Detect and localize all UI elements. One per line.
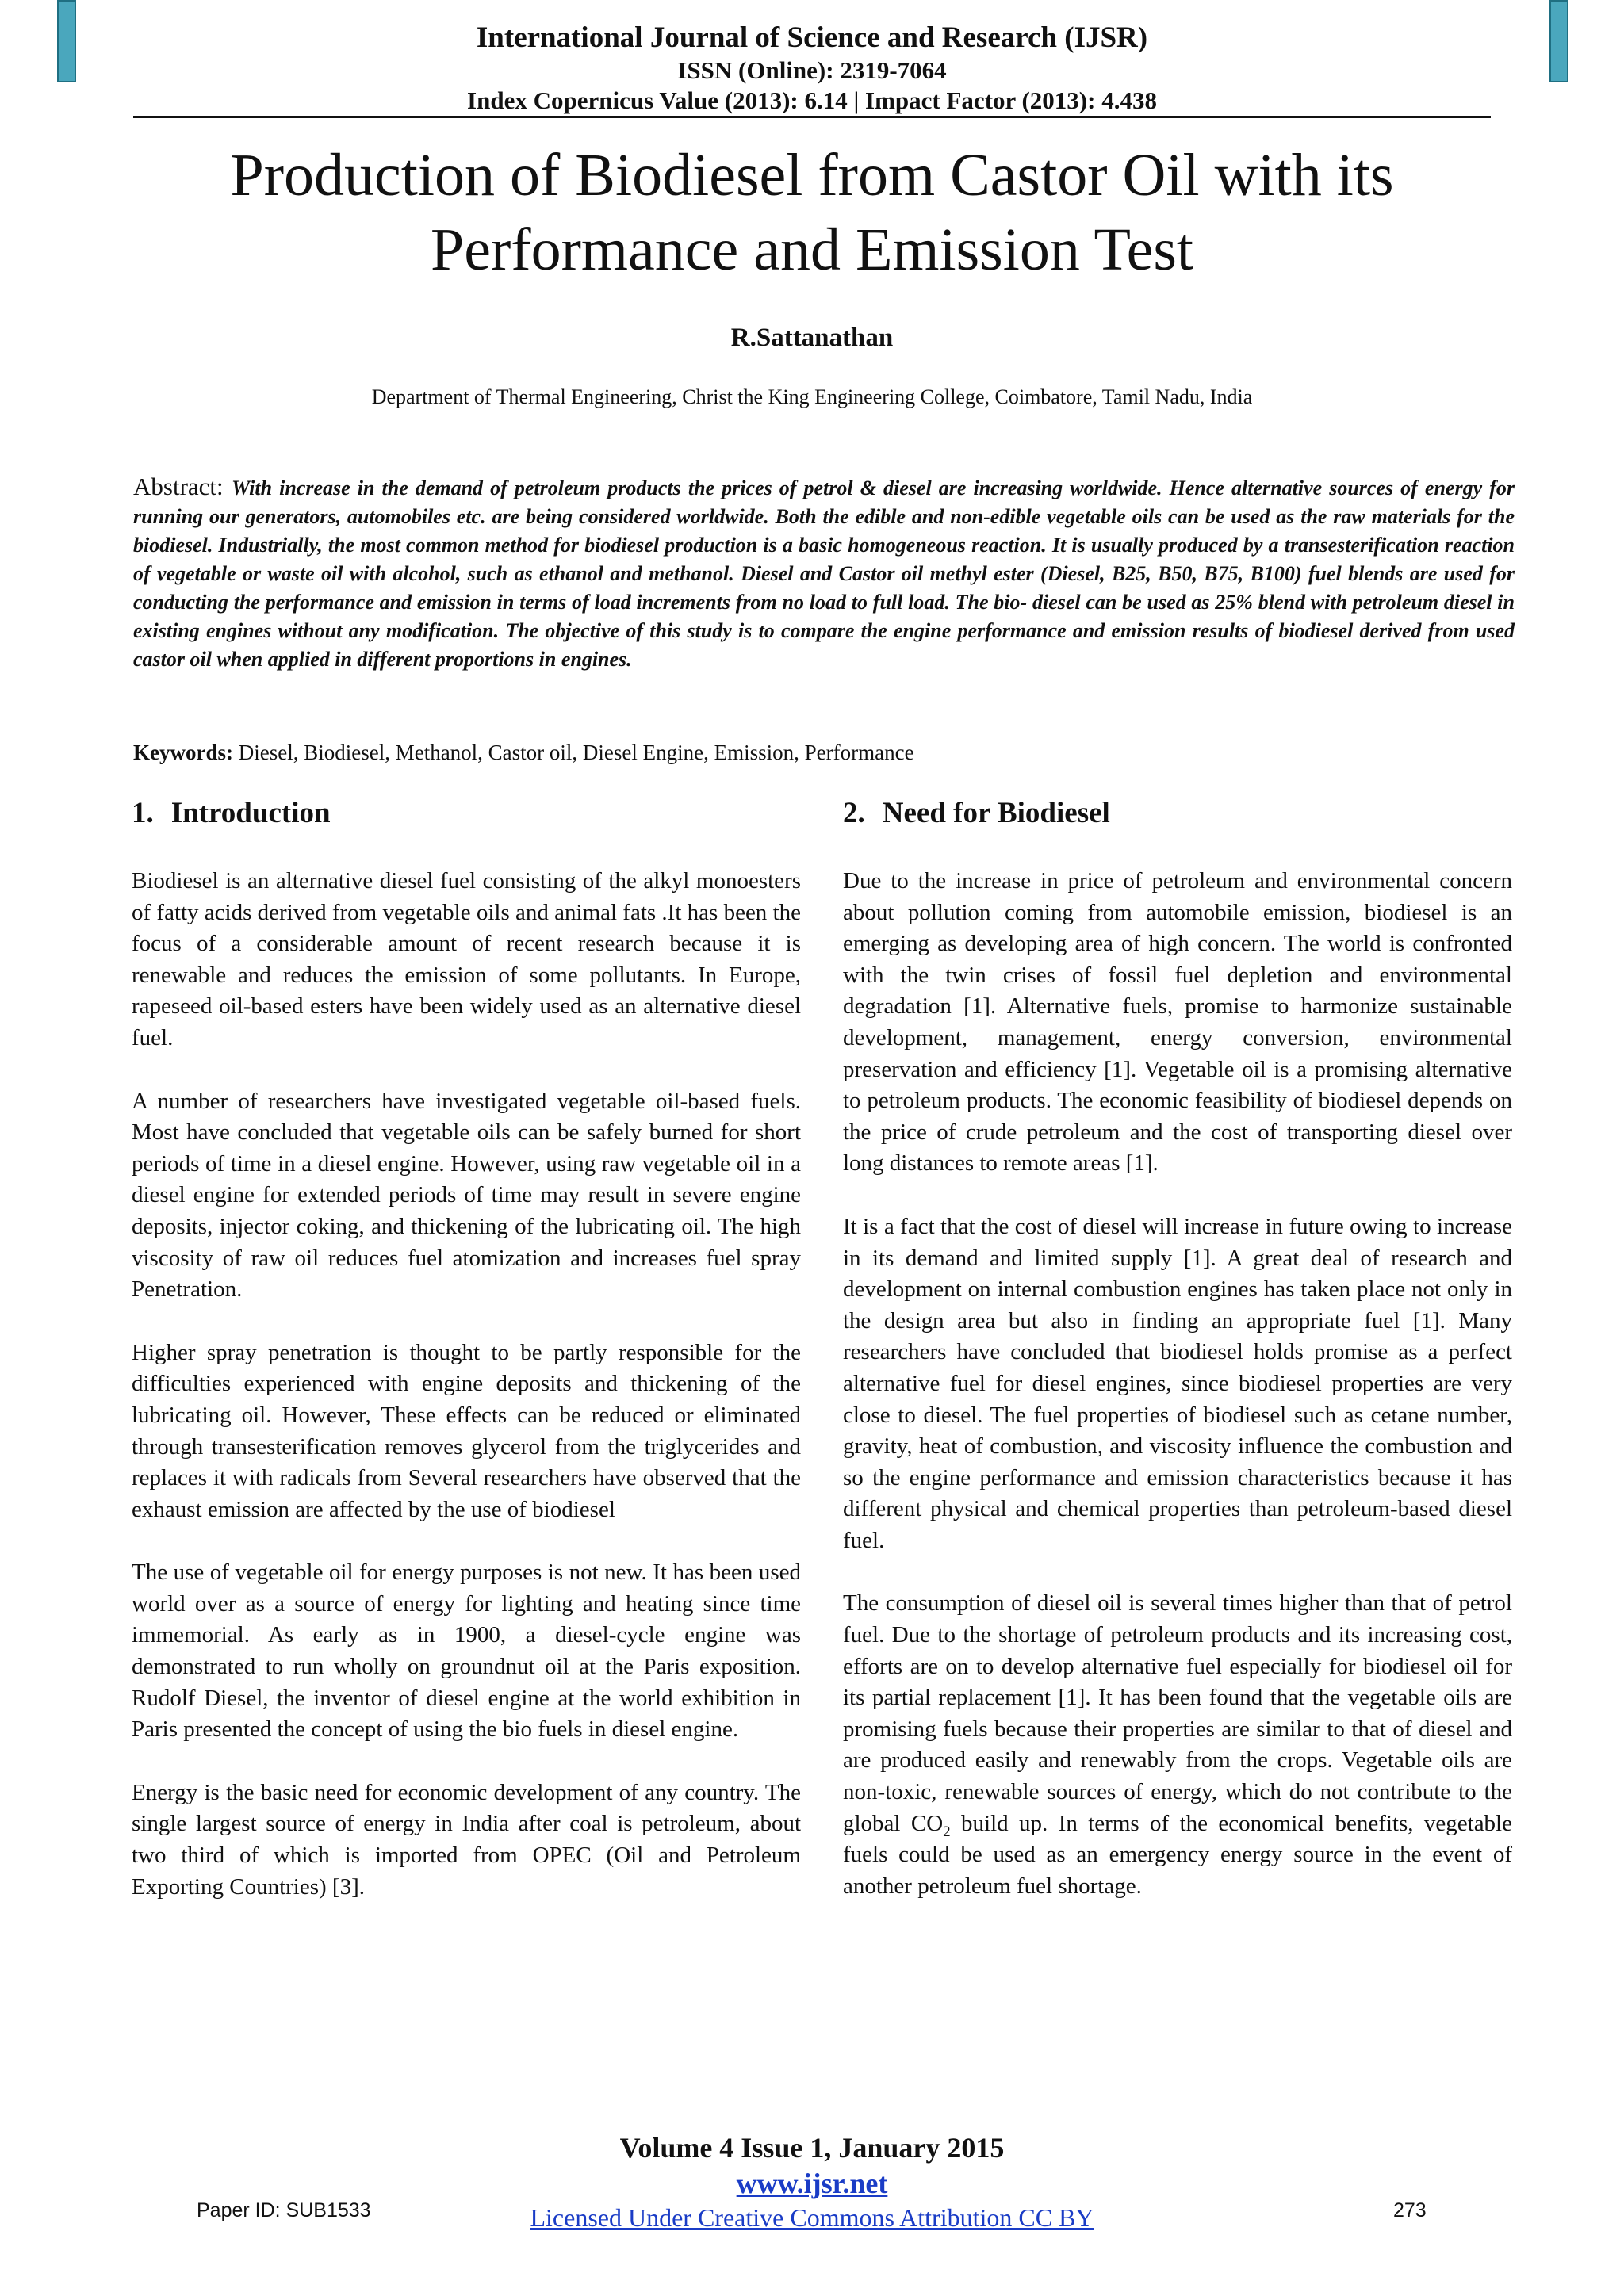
abstract: Abstract: With increase in the demand of petroleum products the prices of petrol & diesel are increasing worldwide. Hence alternative sources of energy for running our generators, automobiles etc. are being considered worldwide. Both the edible and non-edible vegetable oils can be used as the raw materials for the biodiesel. Industrially, the most common method for biodiesel production is a basic homogeneous reaction. It is usually produced by a transesterification reaction of vegetable or waste oil with alcohol, such as ethanol and methanol. Diesel and Castor oil methyl ester (Diesel, B25, B50, B75, B100) fuel blends are used for conducting the performance and emission in terms of load increments from no load to full load. The bio- diesel can be used as 25% blend with petroleum diesel in existing engines without any modification. The objective of this study is to compare the engine performance and emission results of biodiesel derived from used castor oil when applied in different proportions in engines.	[133, 473, 1515, 671]
journal-header	[0, 21, 1624, 116]
paper-author: R.Sattanathan	[730, 323, 894, 352]
abstract-text: With increase in the demand of petroleum products the prices of petrol & diesel are increasing worldwide. Hence alternative sources of energy for running our generators, automobiles etc. are being considered worldwide. Both the edible and non-edible vegetable oils can be used as the raw materials for the biodiesel. Industrially, the most common method for biodiesel production is a basic homogeneous reaction. It is usually produced by a transesterification reaction of vegetable or waste oil with alcohol, such as ethanol and methanol. Diesel and Castor oil methyl ester (Diesel, B25, B50, B75, B100) fuel blends are used for conducting the performance and emission in terms of load increments from no load to full load. The bio- diesel can be used as 25% blend with petroleum diesel in existing engines without any modification. The objective of this study is to compare the engine performance and emission results of biodiesel derived from used castor oil when applied in different proportions in engines.	[133, 476, 1515, 671]
need-paragraph-3-text-b: build up. In terms of the economical benefits, vegetable fuels could be used as an emergency energy source in the event of another petroleum fuel shortage.	[843, 1810, 1512, 1899]
author-affiliation: Department of Thermal Engineering, Christ the King Engineering College, Coimbatore, Tamil Nadu, India	[371, 385, 1253, 408]
journal-website-link[interactable]: www.ijsr.net	[736, 2168, 888, 2199]
keywords-label: Keywords:	[133, 740, 233, 764]
left-column	[132, 793, 801, 1934]
section-title: Introduction	[170, 797, 331, 829]
page-number: 273	[1393, 2199, 1427, 2221]
section-heading-introduction	[132, 793, 801, 834]
section-number: 2.	[843, 797, 865, 829]
intro-paragraph-1: Biodiesel is an alternative diesel fuel consisting of the alkyl monoesters of fatty acids derived from vegetable oils and animal fats .It has been the focus of a considerable amount of recent research because it is renewable and reduces the emission of some pollutants. In Europe, rapeseed oil-based esters have been widely used as an alternative diesel fuel.	[132, 868, 801, 1050]
license-link[interactable]: Licensed Under Creative Commons Attribution CC BY	[530, 2203, 1094, 2232]
need-paragraph-1: Due to the increase in price of petroleum and environmental concern about pollution coming from automobile emission, biodiesel is an emerging as developing area of high concern. The world is confronted with the twin crises of fossil fuel depletion and environmental degradation [1]. Alternative fuels, promise to harmonize sustainable development, management, energy conversion, environmental preservation and efficiency [1]. Vegetable oil is a promising alternative to petroleum products. The economic feasibility of biodiesel depends on the price of crude petroleum and the cost of transporting diesel over long distances to remote areas [1].	[843, 868, 1512, 1177]
need-paragraph-3-text-a: The consumption of diesel oil is several times higher than that of petrol fuel. Due to the shortage of petroleum products and its increasing cost, efforts are on to develop alternative fuel especially for biodiesel oil for its partial replacement [1]. It has been found that the vegetable oils are promising fuels because their properties are similar to that of diesel and are produced easily and renewably from the crops. Vegetable oils are non-toxic, renewable sources of energy, which do not contribute to the global CO	[843, 1590, 1512, 1836]
section-number: 1.	[132, 797, 154, 829]
abstract-label: Abstract	[133, 473, 217, 500]
keywords-text: Diesel, Biodiesel, Methanol, Castor oil, Diesel Engine, Emission, Performance	[238, 740, 914, 764]
paper-title-line-1: Production of Biodiesel from Castor Oil with its	[230, 142, 1394, 209]
paper-title	[95, 138, 1529, 287]
keywords	[133, 740, 1515, 765]
need-paragraph-2: It is a fact that the cost of diesel will increase in future owing to increase in its demand and limited supply [1]. A great deal of research and development on internal combustion engines has taken place not only in the design area but also in finding an appropriate fuel [1]. Many researchers have concluded that biodiesel holds promise as a perfect alternative fuel for diesel engines, since biodiesel properties are very close to diesel. The fuel properties of biodiesel such as cetane number, gravity, heat of combustion, and viscosity influence the combustion and so the engine performance and emission characteristics because it has different physical and chemical properties than petroleum-based diesel fuel.	[843, 1213, 1512, 1553]
section-title: Need for Biodiesel	[882, 797, 1110, 829]
volume-issue: Volume 4 Issue 1, January 2015	[619, 2132, 1005, 2164]
header-divider	[133, 116, 1491, 118]
co2-subscript: 2	[943, 1823, 951, 1840]
intro-paragraph-3: Higher spray penetration is thought to be partly responsible for the difficulties experienced with engine deposits and thickening of the lubricating oil. However, These effects can be reduced or eliminated through transesterification removes glycerol from the triglycerides and replaces it with radicals from Several researchers have observed that the exhaust emission are affected by the use of biodiesel	[132, 1339, 801, 1522]
paper-id: Paper ID: SUB1533	[197, 2199, 371, 2221]
paper-title-line-2: Performance and Emission Test	[430, 216, 1194, 283]
journal-issn: ISSN (Online): 2319-7064	[677, 56, 947, 84]
journal-index: Index Copernicus Value (2013): 6.14 | Impact Factor (2013): 4.438	[467, 86, 1157, 114]
need-paragraph-3	[843, 1588, 1512, 1902]
intro-paragraph-5: Energy is the basic need for economic development of any country. The single largest source of energy in India after coal is petroleum, about two third of which is imported from OPEC (Oil and Petroleum Exporting Countries) [3].	[132, 1779, 801, 1900]
journal-name: International Journal of Science and Research (IJSR)	[476, 21, 1148, 54]
section-heading-need-for-biodiesel	[843, 793, 1512, 834]
intro-paragraph-2: A number of researchers have investigated vegetable oil-based fuels. Most have concluded that vegetable oils can be safely burned for short periods of time in a diesel engine. However, using raw vegetable oil in a diesel engine for extended periods of time may result in severe engine deposits, injector coking, and thickening of the lubricating oil. The high viscosity of raw oil reduces fuel atomization and increases fuel spray Penetration.	[132, 1088, 801, 1303]
intro-paragraph-4: The use of vegetable oil for energy purposes is not new. It has been used world over as a source of energy for lighting and heating since time immemorial. As early as in 1900, a diesel-cycle engine was demonstrated to run wholly on groundnut oil at the Paris exposition. Rudolf Diesel, the inventor of diesel engine at the world exhibition in Paris presented the concept of using the bio fuels in diesel engine.	[132, 1559, 801, 1743]
right-column	[843, 793, 1512, 1934]
